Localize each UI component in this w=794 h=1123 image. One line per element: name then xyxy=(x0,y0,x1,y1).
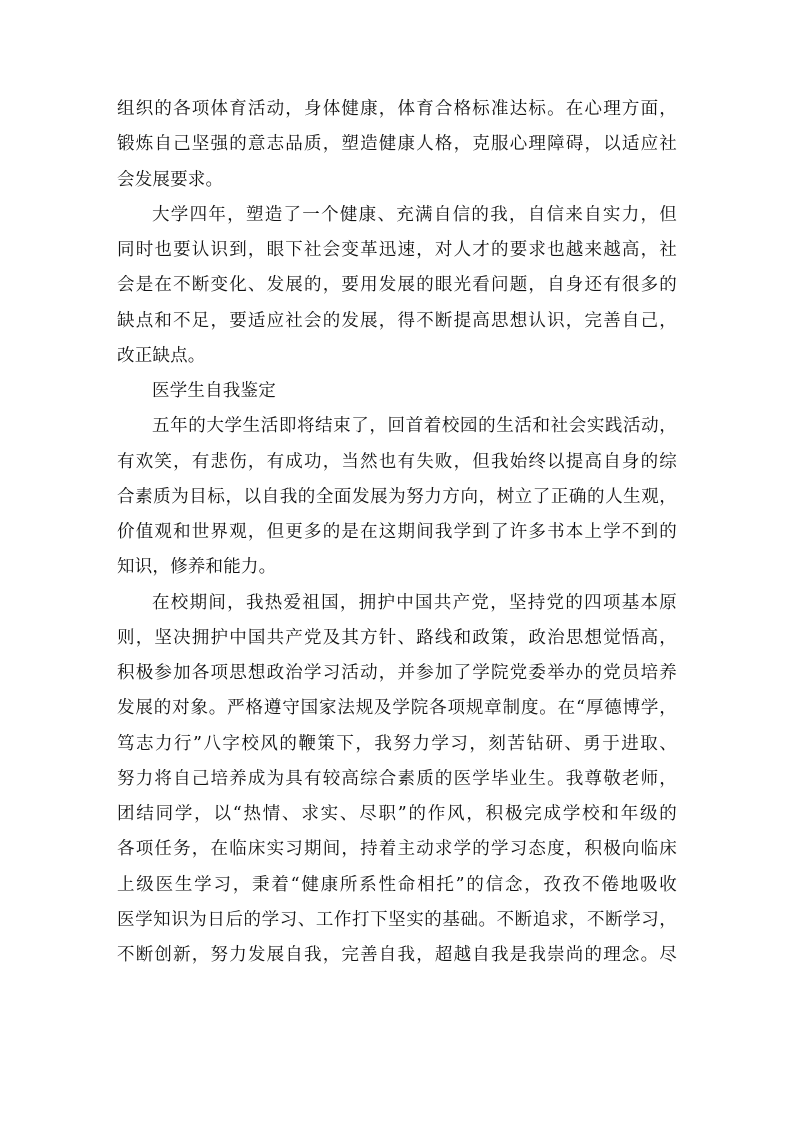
text-line: 则，坚决拥护中国共产党及其方针、路线和政策，政治思想觉悟高， xyxy=(117,627,677,648)
text-line: 上级医生学习，秉着“健康所系性命相托”的信念，孜孜不倦地吸收 xyxy=(117,874,677,895)
text-line: 会发展要求。 xyxy=(117,169,224,190)
text-line: 大学四年，塑造了一个健康、充满自信的我，自信来自实力，但 xyxy=(152,204,677,225)
text-line: 笃志力行”八字校风的鞭策下，我努力学习，刻苦钻研、勇于进取、 xyxy=(117,733,677,754)
text-line: 同时也要认识到，眼下社会变革迅速，对人才的要求也越来越高，社 xyxy=(117,240,677,260)
text-line: 会是在不断变化、发展的，要用发展的眼光看问题，自身还有很多的 xyxy=(117,275,677,296)
text-line: 各项任务，在临床实习期间，持着主动求学的学习态度，积极向临床 xyxy=(117,839,677,860)
text-line: 组织的各项体育活动，身体健康，体育合格标准达标。在心理方面， xyxy=(117,99,677,119)
text-line: 努力将自己培养成为具有较高综合素质的医学毕业生。我尊敬老师， xyxy=(117,768,677,789)
document-page xyxy=(117,92,677,973)
text-line: 发展的对象。严格遵守国家法规及学院各项规章制度。在“厚德博学， xyxy=(117,698,677,719)
text-line: 改正缺点。 xyxy=(117,345,206,366)
text-line: 有欢笑，有悲伤，有成功，当然也有失败，但我始终以提高自身的综 xyxy=(117,451,677,472)
text-line: 知识，修养和能力。 xyxy=(117,557,277,578)
text-line: 缺点和不足，要适应社会的发展，得不断提高思想认识，完善自己， xyxy=(117,310,677,331)
text-line: 在校期间，我热爱祖国，拥护中国共产党，坚持党的四项基本原 xyxy=(152,592,677,613)
text-line: 锻炼自己坚强的意志品质，塑造健康人格，克服心理障碍，以适应社 xyxy=(117,134,677,155)
section-heading: 医学生自我鉴定 xyxy=(152,381,276,401)
text-line: 积极参加各项思想政治学习活动，并参加了学院党委举办的党员培养 xyxy=(117,663,677,683)
text-line: 团结同学，以“热情、求实、尽职”的作风，积极完成学校和年级的 xyxy=(117,804,677,824)
text-line: 五年的大学生活即将结束了，回首着校园的生活和社会实践活动， xyxy=(152,416,677,437)
text-line: 合素质为目标，以自我的全面发展为努力方向，树立了正确的人生观， xyxy=(117,486,677,507)
text-line: 价值观和世界观，但更多的是在这期间我学到了许多书本上学不到的 xyxy=(117,522,677,542)
text-line: 医学知识为日后的学习、工作打下坚实的基础。不断追求，不断学习， xyxy=(117,909,677,930)
text-line: 不断创新，努力发展自我，完善自我，超越自我是我崇尚的理念。尽 xyxy=(117,945,677,965)
